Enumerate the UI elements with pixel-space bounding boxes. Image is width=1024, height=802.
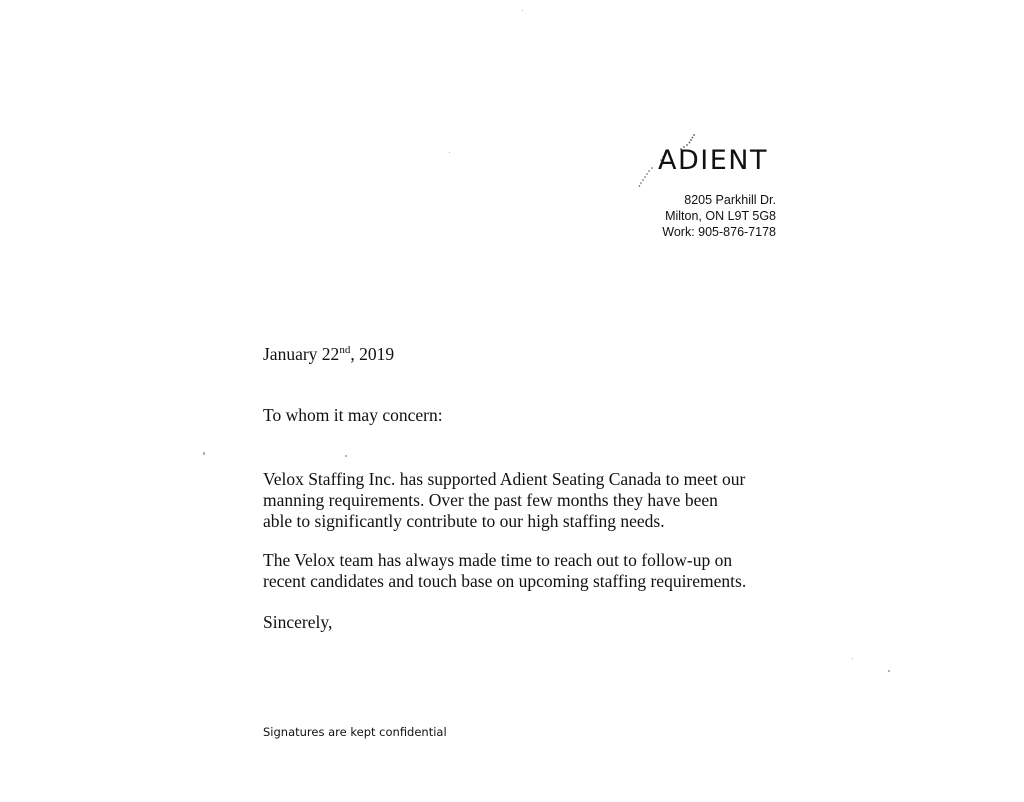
letter-closing: Sincerely, [263,612,333,632]
letterhead-address [662,192,776,240]
date-year: , 2019 [350,344,395,364]
letter-paragraph-2 [263,550,783,592]
date-month-day: January 22 [263,344,340,364]
scan-speck [888,670,890,672]
adient-logo [636,132,786,192]
signature-confidential-note: Signatures are kept confidential [263,725,447,739]
paragraph-1-line: manning requirements. Over the past few months they have been [263,490,718,510]
address-city: Milton, ON L9T 5G8 [665,209,776,223]
paragraph-2-line: recent candidates and touch base on upcoming staffing requirements. [263,571,747,591]
letter-paragraph-1 [263,469,783,532]
letter-salutation: To whom it may concern: [263,405,443,425]
paragraph-1-line: Velox Staffing Inc. has supported Adient Seating Canada to meet our [263,469,746,489]
date-suffix: nd [339,344,351,356]
scan-speck [522,10,523,11]
scan-speck [345,455,347,457]
logo-wordmark: ADIENT [658,145,768,176]
address-phone: Work: 905-876-7178 [662,225,776,239]
paragraph-1-line: able to significantly contribute to our high staffing needs. [263,511,665,531]
scan-speck [852,658,853,659]
address-street: 8205 Parkhill Dr. [684,193,776,207]
scan-speck [203,452,205,455]
letter-date [263,344,394,365]
paragraph-2-line: The Velox team has always made time to reach out to follow-up on [263,550,733,570]
scan-speck [449,152,450,153]
